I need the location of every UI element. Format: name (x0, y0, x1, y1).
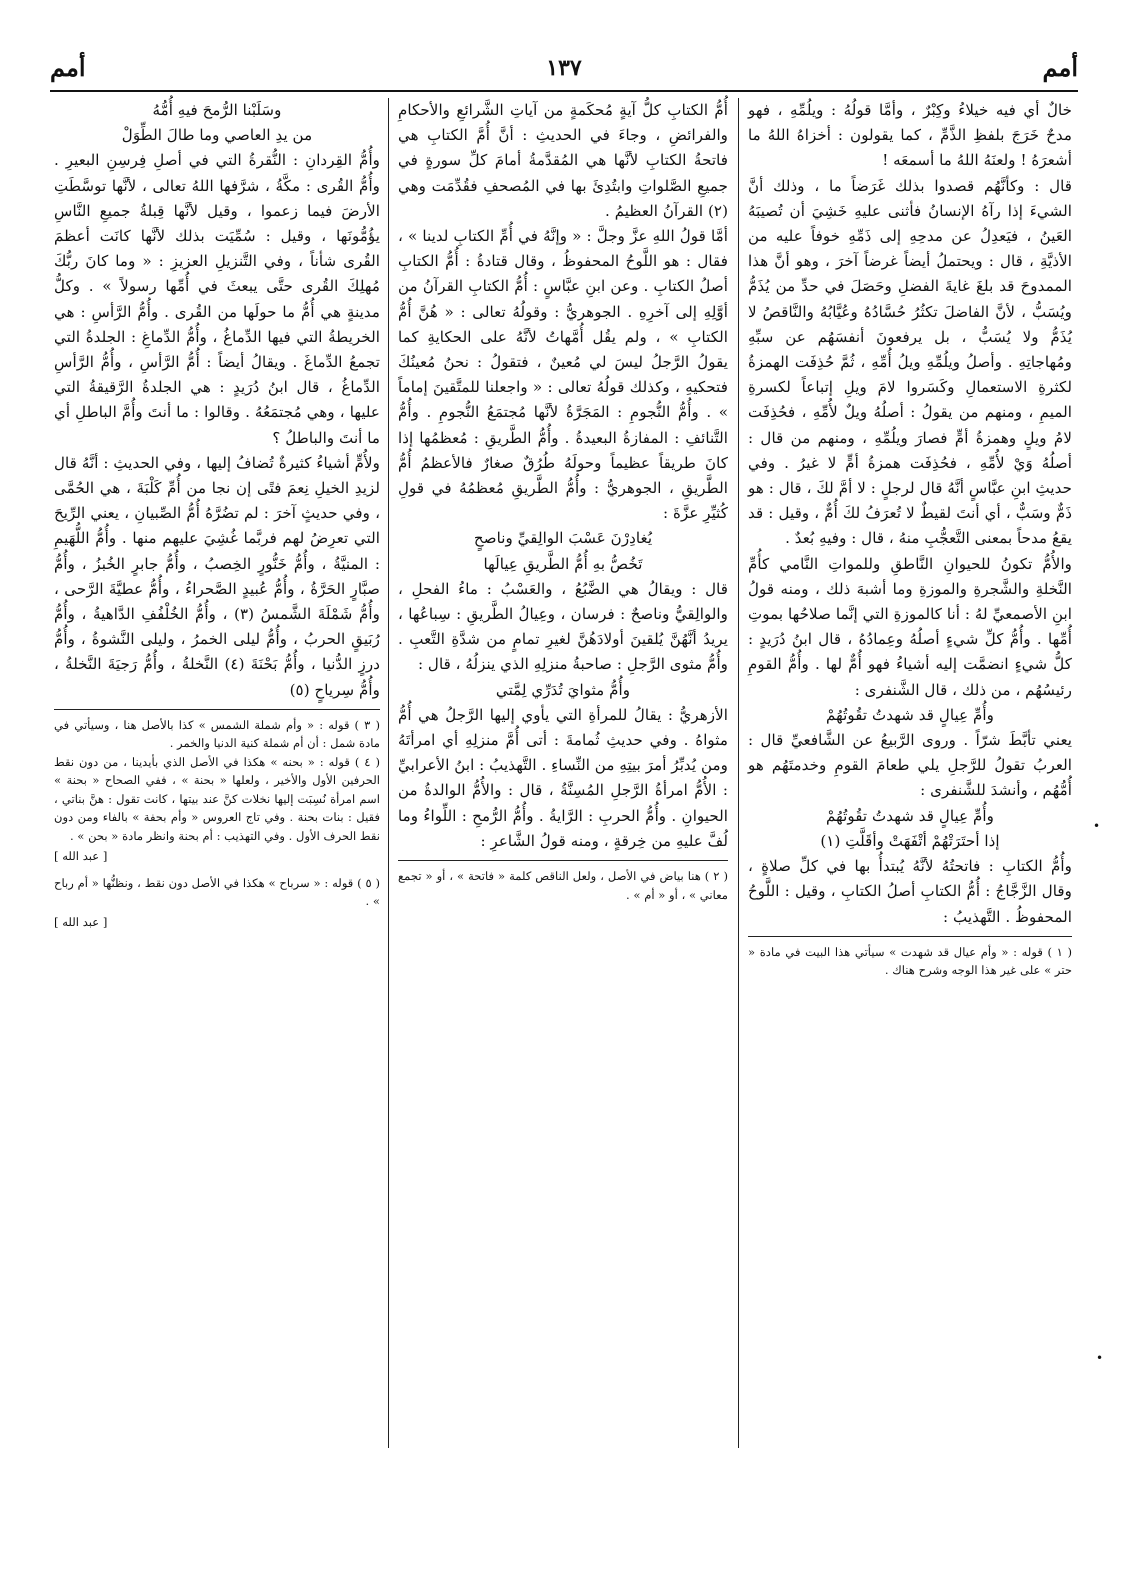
footnote: ( ٤ ) قوله : « بحنه » هكذا في الأصل الذي بأيدينا ، من دون نقط الحرفين الأول والأخير ، ولعلها « بحنة » ، ففي الصحاح « بحنة » اسم امرأة نُسِبَت إليها نخلات كنَّ عند بيتها ، كانت تقول : هنَّ بناتي ، فقيل : بنات بحنة . وفي تاج العروس « وأم بحفة » بالفاء ومن دون نقط الحرف الأول . وفي التهذيب : أم بحنة وانظر مادة « بحن » . (54, 754, 380, 843)
margin-dot: • (1093, 819, 1101, 833)
footnote-rule (398, 860, 728, 861)
paragraph: والأُمُّ تكونُ للحيوانِ النَّاطقِ وللمواتِ النَّامي كأُمِّ النَّخلةِ والشَّجرةِ والموزةِ وما أشبهَ ذلك ، ومنه قولُ ابنِ الأصمعيِّ لهُ : أنا كالموزةِ التي إنَّما صلاحُها بموتِ أُمِّها . وأُمُّ كلِّ شيءٍ أصلُهُ وعِمادُهُ ، قال ابنُ دُرَيدٍ : كلُّ شيءٍ انضمَّت إليه أشياءُ فهو أُمٌّ لها . وأُمُّ القومِ رئيسُهُم ، من ذلك ، قال الشَّنفرى : (748, 554, 1072, 699)
paragraph: قال : ويقالُ هي الضَّبُعُ ، والعَسْبُ : ماءُ الفحلِ ، والوالِقيُّ وناصحٌ : فرسان ، وعِيالُ الطَّريقِ : سِباعُها ، يريدُ أنَّهُنَّ يُلقينَ أولادَهُنَّ لغيرِ تمامٍ من شدَّةِ التَّعبِ . وأُمُّ مثوى الرَّجلِ : صاحبةُ منزلِهِ الذي ينزلُهُ ، قال : (398, 579, 728, 674)
paragraph: ولأُمٍّ أشياءُ كثيرةٌ تُضافُ إليها ، وفي الحديثِ : أنَّهُ قال لزيدِ الخيلِ نِعمَ فتًى إن نجا من أُمِّ كَلْبَةَ ، هي الحُمَّى ، وفي حديثٍ آخرَ : لم تضُرَّهُ أُمُّ الصِّبيانِ ، يعني الرِّيحَ التي تعرِضُ لهم فربَّما غُشِيَ عليهم منها . وأُمُّ اللُّهَيمِ : المنيَّةُ ، وأُمُّ خَنُّورٍ الخِصبُ ، وأُمُّ جابرٍ الخُبزُ ، وأُمُّ صبَّارٍ الحَرَّةُ ، وأُمُّ عُبيدٍ الصَّحراءُ ، وأُمُّ عطيَّةَ الرَّحى ، وأُمُّ شَمْلَةَ الشَّمسُ (٣) ، وأُمُّ الخُلْفُفِ الدَّاهيةُ ، وأُمُّ رُبَيقٍ الحربُ ، وأُمُّ ليلى الخمرُ ، وليلى النَّشوةُ ، وأُمُّ درزٍ الدُّنيا ، وأُمُّ بَحْنَةَ (٤) النَّخلةُ ، وأُمُّ رَجيَةَ النَّخلةُ ، وأُمُّ سِرياحٍ (٥) (54, 453, 380, 699)
paragraph: قال : وكأنَّهُم قصدوا بذلك غَرَضاً ما ، وذلك أنَّ الشيءَ إذا رآهُ الإنسانُ فأثنى عليهِ خَشِيَ أن تُصيبَهُ العَينُ ، فيَعدِلُ عن مدحِهِ إلى ذَمِّهِ خوفاً عليه من الأذيَّةِ ، قال : ويحتملُ أيضاً غرضاً آخرَ ، وهو أنَّ هذا الممدوحَ قد بلغَ غايةَ الفضلِ وحَصَلَ في حدِّ من يُذَمُّ ويُسَبُّ ، لأنَّ الفاضلَ تكثُرُ حُسَّادُهُ وعُيَّابُهُ والنَّاقصُ لا يُذَمُّ ولا يُسَبُّ ، بل يرفعونَ أنفسَهُم عن سبِّهِ ومُهاجاتِهِ . وأصلُ ويلُمِّهِ ويلُ أُمِّهِ ، ثُمَّ حُذِفَت الهمزةُ لكثرةِ الاستعمالِ وكَسَروا لامَ ويلِ إتباعاً لكسرةِ الميمِ ، ومنهم من يقولُ : أصلُهُ ويلٌ لأُمِّهِ ، فحُذِفَت لامُ ويلٍ وهمزةُ أمٍّ فصارَ ويلُمِّهِ ، ومنهم من قال : أصلُهُ وَيْ لأُمِّهِ ، فحُذِفَت همزةُ أمٍّ لا غيرُ . وفي حديثِ ابنِ عبَّاسٍ أنَّهُ قال لرجلٍ : لا أمَّ لكَ ، قال : هو ذَمٌّ وسَبٌّ ، أي أنتَ لقيطٌ لا تُعرَفُ لكَ أُمٌّ ، وقيل : قد يقعُ مدحاً بمعنى التَّعجُّبِ منهُ ، قال : وفيهِ بُعدٌ . (748, 176, 1072, 548)
verse-line: وأُمِّ عِيالٍ قد شهدتُ تقُوتُهُمْ (826, 705, 994, 724)
footnote-rule (748, 936, 1072, 937)
paragraph: الأزهريُّ : يقالُ للمرأةِ التي يأوي إليها الرَّجلُ هي أُمُّ مثواهُ . وفي حديثِ ثُمامةَ : أتى أُمَّ منزلِهِ أي امرأتَهُ ومن يُدبِّرُ أمرَ بيتِهِ من النِّساءِ . التَّهذيبُ : ابنُ الأعرابيِّ : الأُمُّ امرأةُ الرَّجلِ المُسِنَّةُ ، قال : والأُمُّ الوالدةُ من الحيوانِ . وأُمُّ الحربِ : الرَّايةُ . وأُمُّ الرُّمحِ : اللِّواءُ وما لُفَّ عليهِ من خِرقةٍ ، ومنه قولُ الشَّاعرِ : (398, 705, 728, 850)
page-number: ١٣٧ (546, 55, 582, 81)
footnote-rule (54, 709, 380, 710)
footnote: ( ٣ ) قوله : « وأم شملة الشمس » كذا بالأصل هنا ، وسيأتي في مادة شمل : أن أم شملة كنية الدنيا والخمر . (54, 717, 380, 751)
page-header (50, 52, 1078, 92)
header-headword-left: أمم (50, 53, 86, 82)
margin-dot: • (1096, 1351, 1104, 1365)
column-divider (738, 98, 739, 1448)
footnote: ( ٥ ) قوله : « سرباح » هكذا في الأصل دون نقط ، ونظنُّها « أم رباح » . (54, 875, 380, 909)
editor-signature: [ عبد الله ] (54, 914, 108, 929)
right-column (748, 98, 1072, 980)
verse-line: تَخُصُّ بهِ أُمُّ الطَّريقِ عِيالَها (483, 554, 643, 573)
paragraph: أمَّا قولُ اللهِ عزَّ وجلَّ : « وإنَّهُ في أُمِّ الكتابِ لدينا » ، فقال : هو اللَّوحُ المحفوظُ ، وقال قتادةُ : أُمُّ الكتابِ أصلُ الكتابِ . وعن ابنِ عبَّاسٍ : أُمُّ الكتابِ القرآنُ من أوَّلِهِ إلى آخرِهِ . الجوهريُّ : وقولُهُ تعالى : « هُنَّ أُمُّ الكتابِ » ، ولم يقُل أُمَّهاتُ لأنَّهُ على الحكايةِ كما يقولُ الرَّجلُ ليسَ لي مُعينٌ ، فتقولُ : نحنُ مُعينُكَ فتحكيهِ ، وكذلك قولُهُ تعالى : « واجعلنا للمتَّقينَ إماماً » . وأُمُّ النُّجومِ : المَجَرَّةُ لأنَّها مُجتمَعُ النُّجومِ . وأُمُّ التَّنائفِ : المفازةُ البعيدةُ . وأُمُّ الطَّريقِ : مُعظمُها إذا كانَ طريقاً عظيماً وحولَهُ طُرُقٌ صغارٌ فالأعظمُ أُمُّ الطَّريقِ ، الجوهريُّ : وأُمُّ الطَّريقِ مُعظمُهُ في قولِ كُثيِّرِ عزَّةَ : (398, 227, 728, 523)
paragraph: وأُمُّ الكتابِ : فاتحتُهُ لأنَّهُ يُبتدأُ بها في كلِّ صلاةٍ ، وقال الزَّجَّاجُ : أُمُّ الكتابِ أصلُ الكتابِ ، وقيل : اللَّوحُ المحفوظُ . التَّهذيبُ : (748, 857, 1072, 926)
verse-line: وسَلَبْنا الرُّمحَ فيهِ أُمُّهُ (152, 101, 282, 119)
middle-column (398, 98, 728, 904)
paragraph: خالٌ أي فيه خيلاءُ وكِبْرٌ ، وأمَّا قولُهُ : ويلُمِّهِ ، فهو مدحٌ خَرَجَ بلفظِ الذَّمِّ ، كما يقولون : أخزاهُ اللهُ ما أشعرَهُ ! ولعنَهُ اللهُ ما أسمعَه ! (748, 101, 1072, 170)
footnote: ( ٢ ) هنا بياض في الأصل ، ولعل الناقص كلمة « فاتحة » ، أو « تجمع معاني » ، أو « أم » . (398, 869, 728, 902)
verse-line: وأُمُّ مثوايَ تُدَرِّي لِمَّتي (495, 680, 631, 699)
paragraph: أُمُّ الكتابِ كلُّ آيةٍ مُحكَمةٍ من آياتِ الشَّرائعِ والأحكامِ والفرائضِ ، وجاءَ في الحديثِ : أنَّ أُمَّ الكتابِ هي فاتحةُ الكتابِ لأنَّها هي المُقدَّمةُ أمامَ كلِّ سورةٍ في جميعِ الصَّلواتِ وابتُدِئَ بها في المُصحفِ فقُدِّمَت وهي (٢) القرآنُ العظيمُ . (398, 101, 728, 220)
header-headword-right: أمم (1042, 53, 1078, 82)
verse-line: يُغادِرْنَ عَسْبَ الوالِقيِّ وناصحٍ (473, 529, 653, 548)
footnote: ( ١ ) قوله : « وأم عيال قد شهدت » سيأتي هذا البيت في مادة « حتر » على غير هذا الوجه وشرح هناك . (748, 944, 1072, 978)
column-divider (388, 98, 389, 1448)
header-rule (50, 90, 1078, 92)
paragraph: يعني تأبَّطَ شرّاً . وروى الرَّبيعُ عن الشَّافعيِّ قال : العربُ تقولُ للرَّجلِ يلي طعامَ القومِ وخدمتَهُم هو أُمُّهُم ، وأنشدَ للشَّنفرى : (748, 731, 1072, 800)
verse-line: إذا أحتَرَتْهُمْ أتْفَهَتْ وأقَلَّتِ (١) (820, 831, 1000, 850)
verse-line: من يدِ العاصي وما طالَ الطِّوَلْ (121, 126, 313, 145)
verse-line: وأُمِّ عِيالٍ قد شهدتُ تقُوتُهُمْ (826, 806, 994, 825)
left-column (54, 98, 380, 939)
editor-signature: [ عبد الله ] (54, 849, 108, 864)
paragraph: وأُمُّ القِردانِ : النُّقرةُ التي في أصلِ فِرسِنِ البعيرِ . وأُمُّ القُرى : مكَّةُ ، شرَّفها اللهُ تعالى ، لأنَّها توسَّطَتِ الأرضَ فيما زعموا ، وقيل لأنَّها قِبلةُ جميعِ النَّاسِ يؤُمُّونَها ، وقيل : سُمِّيَت بذلك لأنَّها كانَت أعظمَ القُرى شأناً ، وفي التَّنزيلِ العزيزِ : « وما كانَ ربُّكَ مُهلِكَ القُرى حتَّى يبعثَ في أُمِّها رسولاً » . وكلُّ مدينةٍ هي أُمُّ ما حولَها من القُرى . وأُمُّ الرَّأسِ : هي الخريطةُ التي فيها الدِّماغُ ، وأُمُّ الدِّماغِ : الجلدةُ التي تجمعُ الدِّماغَ . ويقالُ أيضاً : أُمُّ الرَّأسِ ، وأُمُّ الرَّأسِ الدِّماغُ ، قال ابنُ دُرَيدٍ : هي الجلدةُ الرَّقيقةُ التي عليها ، وهي مُجتمَعُهُ . وقالوا : ما أنتَ وأُمَّ الباطلِ أي ما أنتَ والباطلُ ؟ (54, 151, 380, 447)
